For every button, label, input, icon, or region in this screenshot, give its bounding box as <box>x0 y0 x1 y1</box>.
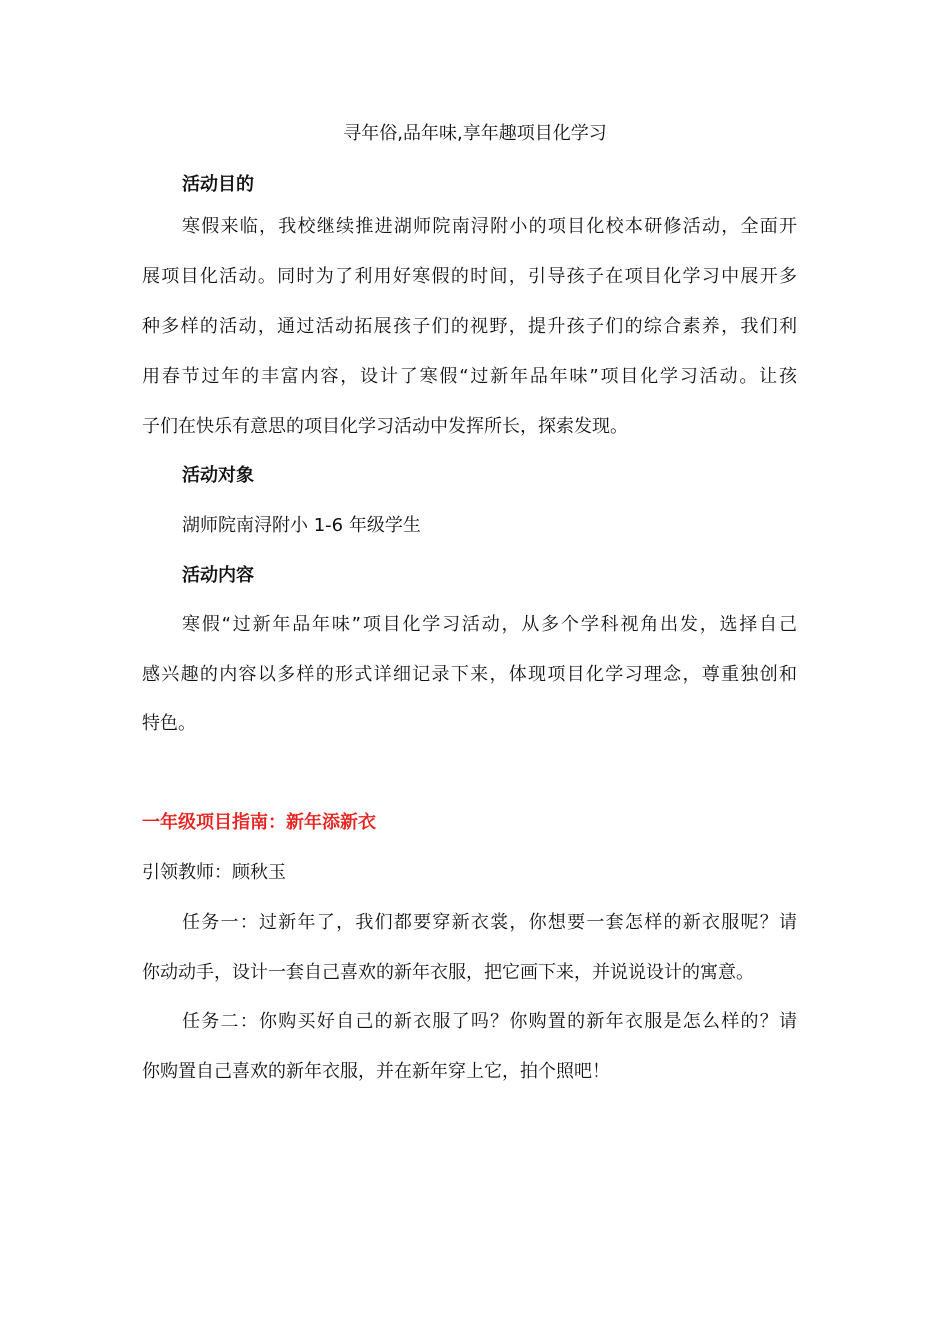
task1-line-1: 任务一：过新年了，我们都要穿新衣裳，你想要一套怎样的新衣服呢？请 <box>182 912 797 933</box>
target-heading: 活动对象 <box>182 465 254 486</box>
content-heading: 活动内容 <box>182 565 254 586</box>
content-line-1: 寒假“过新年品年味”项目化学习活动，从多个学科视角出发，选择自己 <box>182 614 797 635</box>
content-line-3: 特色。 <box>142 713 196 734</box>
task2-line-1: 任务二：你购买好自己的新衣服了吗？你购置的新年衣服是怎么样的？请 <box>182 1011 797 1032</box>
purpose-line-4: 用春节过年的丰富内容，设计了寒假“过新年品年味”项目化学习活动。让孩 <box>142 366 797 387</box>
task1-line-2: 你动动手，设计一套自己喜欢的新年衣服，把它画下来，并说说设计的寓意。 <box>142 962 754 983</box>
grade1-teacher: 引领教师：顾秋玉 <box>142 862 286 883</box>
purpose-line-2: 展项目化活动。同时为了利用好寒假的时间，引导孩子在项目化学习中展开多 <box>142 266 797 287</box>
target-text: 湖师院南浔附小 1-6 年级学生 <box>182 515 421 536</box>
purpose-heading: 活动目的 <box>182 174 254 195</box>
purpose-line-1: 寒假来临，我校继续推进湖师院南浔附小的项目化校本研修活动，全面开 <box>182 216 797 237</box>
purpose-line-5: 子们在快乐有意思的项目化学习活动中发挥所长，探索发现。 <box>142 416 628 437</box>
grade1-heading: 一年级项目指南：新年添新衣 <box>142 812 376 833</box>
task2-line-2: 你购置自己喜欢的新年衣服，并在新年穿上它，拍个照吧！ <box>142 1061 610 1082</box>
document-title: 寻年俗,品年味,享年趣项目化学习 <box>343 123 607 144</box>
purpose-line-3: 种多样的活动，通过活动拓展孩子们的视野，提升孩子们的综合素养，我们利 <box>142 316 797 337</box>
content-line-2: 感兴趣的内容以多样的形式详细记录下来，体现项目化学习理念，尊重独创和 <box>142 664 797 685</box>
